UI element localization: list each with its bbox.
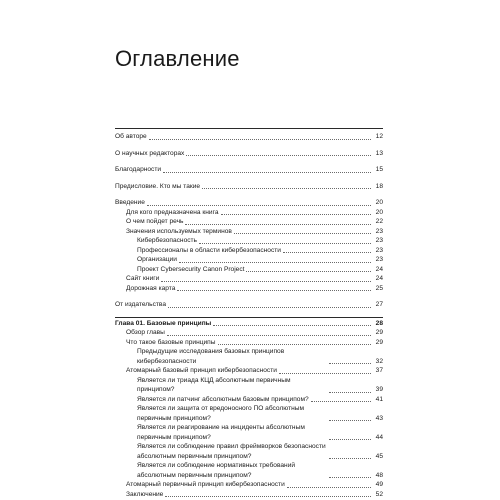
toc-dot-leader [329, 452, 371, 459]
toc-entry[interactable] [115, 490, 383, 500]
toc-entry[interactable] [115, 149, 383, 159]
toc-spacer [115, 175, 383, 182]
toc-dot-leader [186, 149, 371, 156]
toc-dot-leader [246, 265, 371, 272]
toc-entry[interactable] [115, 265, 383, 275]
toc-dot-leader [213, 319, 371, 326]
toc-page-number: 22 [375, 218, 383, 225]
toc-spacer [115, 191, 383, 198]
toc-dot-leader [185, 218, 371, 225]
toc-entry-title: Является ли триада КЦД абсолютным первичным принципом? [137, 376, 291, 393]
table-of-contents [115, 128, 383, 499]
toc-entry-title: От издательства [115, 301, 167, 308]
toc-entry[interactable] [115, 395, 383, 405]
toc-page-number: 12 [375, 133, 383, 140]
toc-entry-title: Благодарности [115, 166, 162, 173]
toc-page-number: 29 [375, 329, 383, 336]
toc-entry[interactable] [115, 284, 383, 294]
toc-entry[interactable] [115, 255, 383, 265]
toc-entry-title: Об авторе [115, 133, 147, 140]
toc-page-number: 23 [375, 256, 383, 263]
toc-entry[interactable] [115, 347, 383, 366]
toc-dot-leader [329, 414, 371, 421]
toc-page-number: 20 [375, 199, 383, 206]
toc-dot-leader [168, 301, 371, 308]
toc-page-number: 24 [375, 275, 383, 282]
toc-dot-leader [202, 182, 371, 189]
toc-entry[interactable] [115, 132, 383, 142]
toc-entry-title: Проект Cybersecurity Canon Project [137, 265, 245, 273]
toc-entry-title: Организации [137, 256, 177, 263]
toc-entry-title: Предисловие. Кто мы такие [115, 182, 201, 190]
toc-page-number: 37 [375, 367, 383, 374]
toc-entry-title: О научных редакторах [115, 149, 185, 157]
toc-entry[interactable] [115, 404, 383, 423]
toc-dot-leader [287, 481, 371, 488]
toc-page-number: 13 [375, 149, 383, 157]
toc-entry-title: О чем пойдет речь [126, 218, 184, 225]
toc-entry[interactable] [115, 236, 383, 246]
toc-entry-title: Предыдущие исследования базовых принципов кибербезопасности [137, 348, 285, 365]
toc-page-number: 52 [375, 490, 383, 498]
toc-page-number: 28 [375, 319, 383, 327]
toc-dot-leader [234, 227, 371, 234]
page-title: Оглавление [115, 46, 240, 71]
toc-page-number: 24 [375, 265, 383, 273]
toc-entry[interactable] [115, 198, 383, 208]
toc-page-number: 32 [375, 357, 383, 365]
toc-page-number: 43 [375, 414, 383, 422]
toc-entry[interactable] [115, 274, 383, 284]
toc-entry-title: Кибербезопасность [137, 237, 197, 244]
toc-page-number: 48 [375, 471, 383, 479]
toc-page-number: 18 [375, 182, 383, 190]
toc-entry-title: Заключение [126, 490, 164, 498]
toc-spacer [115, 142, 383, 149]
toc-entry-title: Дорожная карта [126, 284, 176, 292]
toc-entry[interactable] [115, 246, 383, 256]
toc-dot-leader [179, 256, 371, 263]
toc-spacer [115, 293, 383, 300]
toc-entry-title: Атомарный базовый принцип кибербезопасности [126, 367, 277, 374]
toc-entry-title: Глава 01. Базовые принципы [115, 319, 212, 327]
toc-entry-title: Является ли реагирование на инциденты абсолютным первичным принципом? [137, 424, 305, 441]
toc-page-number: 49 [375, 481, 383, 488]
toc-dot-leader [167, 329, 371, 336]
toc-entry-title: Является ли соблюдение нормативных требований абсолютным первичным принципом? [137, 462, 296, 479]
toc-entry-title: Введение [115, 199, 145, 206]
toc-entry-title: Является ли патчинг абсолютным базовым принципом? [137, 395, 309, 403]
toc-entry[interactable] [115, 366, 383, 376]
toc-entry-title: Является ли соблюдение правил фреймворков безопасности абсолютным первичным принципом? [137, 443, 326, 460]
toc-entry[interactable] [115, 208, 383, 218]
toc-dot-leader [177, 284, 371, 291]
toc-page-number: 29 [375, 338, 383, 346]
toc-entry[interactable] [115, 442, 383, 461]
toc-dot-leader [311, 395, 371, 402]
toc-entry-title: Сайт книги [126, 275, 160, 282]
toc-spacer [115, 158, 383, 165]
toc-page-number: 23 [375, 246, 383, 254]
toc-dot-leader [279, 367, 371, 374]
toc-entry[interactable] [115, 317, 383, 329]
toc-entry-title: Для кого предназначена книга [126, 208, 219, 216]
toc-entry-title: Что такое базовые принципы [126, 338, 216, 346]
toc-page-number: 39 [375, 386, 383, 393]
toc-dot-leader [147, 199, 371, 206]
toc-entry[interactable] [115, 182, 383, 192]
toc-entry[interactable] [115, 165, 383, 175]
toc-dot-leader [329, 471, 371, 478]
toc-page-number: 25 [375, 284, 383, 292]
toc-entry[interactable] [115, 217, 383, 227]
toc-page-number: 44 [375, 433, 383, 441]
toc-entry-title: Значения используемых терминов [126, 227, 232, 235]
toc-dot-leader [221, 208, 371, 215]
toc-entry[interactable] [115, 423, 383, 442]
toc-entry[interactable] [115, 328, 383, 338]
toc-dot-leader [161, 275, 371, 282]
toc-entry-title: Обзор главы [126, 329, 165, 336]
toc-dot-leader [329, 433, 371, 440]
toc-page-number: 45 [375, 452, 383, 460]
toc-entry[interactable] [115, 461, 383, 480]
toc-dot-leader [329, 357, 371, 364]
toc-entry[interactable] [115, 338, 383, 348]
toc-entry-title: Является ли защита от вредоносного ПО абсолютным первичным принципом? [137, 405, 305, 422]
toc-dot-leader [165, 490, 371, 497]
toc-page-number: 27 [375, 301, 383, 308]
toc-entry[interactable] [115, 480, 383, 490]
toc-dot-leader [199, 237, 371, 244]
toc-page-number: 20 [375, 208, 383, 216]
toc-entry[interactable] [115, 300, 383, 310]
toc-dot-leader [283, 246, 371, 253]
toc-entry-title: Профессионалы в области кибербезопасности [137, 246, 281, 254]
toc-page-number: 41 [375, 395, 383, 403]
toc-page-number: 23 [375, 227, 383, 235]
toc-dot-leader [149, 133, 371, 140]
toc-entry[interactable] [115, 376, 383, 395]
toc-entry[interactable] [115, 227, 383, 237]
toc-dot-leader [163, 166, 371, 173]
toc-dot-leader [329, 386, 371, 393]
toc-entry-title: Атомарный первичный принцип кибербезопасности [126, 481, 285, 488]
toc-dot-leader [218, 338, 372, 345]
toc-page-number: 15 [375, 166, 383, 173]
toc-page-number: 23 [375, 237, 383, 244]
